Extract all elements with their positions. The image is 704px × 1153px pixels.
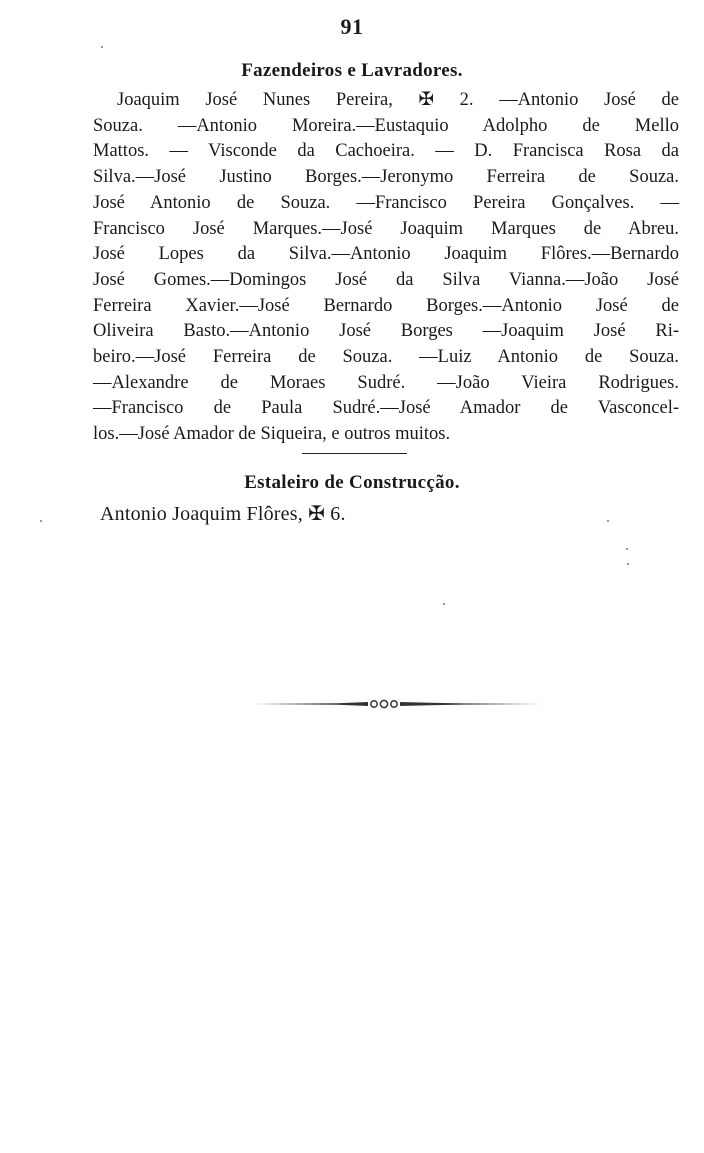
list-line: Mattos. — Visconde da Cachoeira. — D. Francisca Rosa da — [93, 141, 679, 162]
section-heading-estaleiro: Estaleiro de Construcção. — [244, 472, 460, 493]
list-line: —Francisco de Paula Sudré.—José Amador de Vasconcel- — [93, 398, 679, 419]
paper-speck — [626, 548, 628, 550]
fazendeiros-list — [93, 88, 679, 448]
page-number: 91 — [340, 14, 364, 39]
list-line: José Gomes.—Domingos José da Silva Vianna.—João José — [93, 269, 679, 290]
list-line: José Antonio de Souza. —Francisco Pereira Gonçalves. — — [93, 192, 679, 213]
estaleiro-entry: Antonio Joaquim Flôres, ✠ 6. — [100, 503, 346, 525]
paper-speck — [443, 603, 445, 605]
list-line: —Alexandre de Moraes Sudré. —João Vieira Rodrigues. — [93, 372, 679, 393]
paper-speck — [40, 520, 42, 522]
list-line: beiro.—José Ferreira de Souza. —Luiz Antonio de Souza. — [93, 347, 679, 368]
list-line: Ferreira Xavier.—José Bernardo Borges.—Antonio José de — [93, 295, 679, 316]
paper-speck — [101, 46, 103, 48]
paper-speck — [627, 563, 629, 565]
list-line: Joaquim José Nunes Pereira, ✠ 2. —Antonio José de — [117, 90, 679, 110]
ornament-rule-icon — [253, 696, 543, 712]
section-heading-fazendeiros: Fazendeiros e Lavradores. — [241, 60, 463, 81]
list-line: Souza. —Antonio Moreira.—Eustaquio Adolpho de Mello — [93, 115, 679, 136]
list-line: José Lopes da Silva.—Antonio Joaquim Flôres.—Bernardo — [93, 244, 679, 265]
list-line: Silva.—José Justino Borges.—Jeronymo Ferreira de Souza. — [93, 167, 679, 188]
list-line: Francisco José Marques.—José Joaquim Marques de Abreu. — [93, 218, 679, 239]
list-line: los.—José Amador de Siqueira, e outros muitos. — [93, 424, 451, 445]
section-divider — [302, 453, 407, 454]
paper-speck — [607, 520, 609, 522]
list-line: Oliveira Basto.—Antonio José Borges —Joaquim José Ri- — [93, 321, 679, 342]
